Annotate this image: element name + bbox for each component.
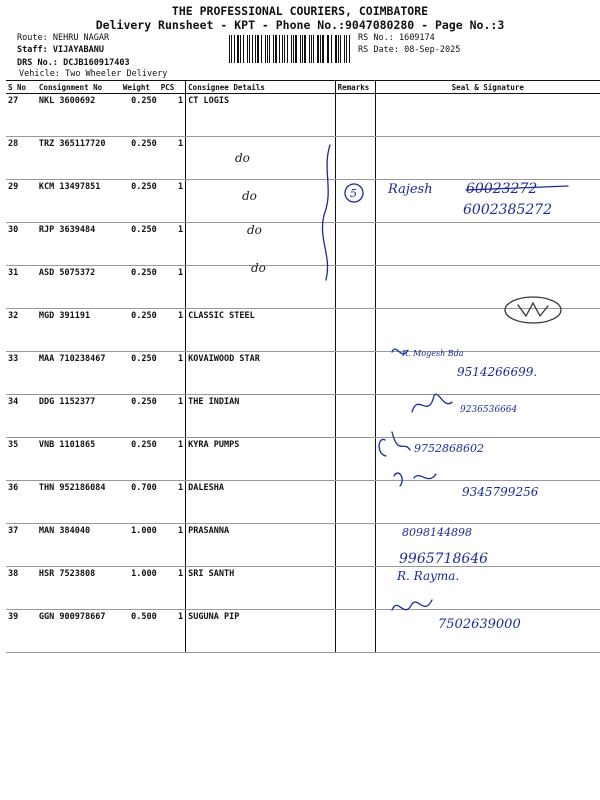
consignment-cell: VNB 1101865 xyxy=(37,438,121,481)
sno-cell: 31 xyxy=(6,266,37,309)
consignment-cell: THN 952186084 xyxy=(37,481,121,524)
remarks-number: 5 xyxy=(350,187,357,200)
route-line xyxy=(17,33,109,43)
table-row xyxy=(6,395,600,438)
barcode-bar xyxy=(302,35,303,63)
table-row xyxy=(6,309,600,352)
sno-cell: 39 xyxy=(6,610,37,653)
table-row xyxy=(6,524,600,567)
consignee-cell: DALESHA xyxy=(186,481,335,524)
pcs-cell: 1 xyxy=(159,610,186,653)
consignee-cell: CLASSIC STEEL xyxy=(186,309,335,352)
seal-cell xyxy=(375,309,600,352)
row29-struck-phone: 60023272 xyxy=(466,181,538,197)
barcode-bar xyxy=(237,35,239,63)
seal-cell xyxy=(375,610,600,653)
consignee-cell: THE INDIAN xyxy=(186,395,335,438)
consignment-cell: NKL 3600692 xyxy=(37,94,121,137)
consignee-cell: KOVAIWOOD STAR xyxy=(186,352,335,395)
sno-cell: 30 xyxy=(6,223,37,266)
barcode-bar xyxy=(322,35,323,63)
rs-date-value: 08-Sep-2025 xyxy=(404,45,461,55)
barcode-bar xyxy=(269,35,270,63)
barcode-bar xyxy=(349,35,350,63)
weight-cell: 1.000 xyxy=(121,567,159,610)
table-row xyxy=(6,137,600,180)
drs-value: DCJB160917403 xyxy=(63,58,130,68)
route-value: NEHRU NAGAR xyxy=(52,33,110,43)
drs-label: DRS No.: xyxy=(17,58,58,68)
weight-cell: 0.250 xyxy=(121,223,159,266)
barcode-bar xyxy=(293,35,294,63)
seal-cell xyxy=(375,438,600,481)
pcs-cell: 1 xyxy=(159,438,186,481)
barcode-bar xyxy=(287,35,288,63)
barcode-bar xyxy=(261,35,262,63)
remarks-cell xyxy=(335,180,375,223)
col-sno: S No xyxy=(6,81,37,94)
weight-cell: 0.250 xyxy=(121,438,159,481)
remarks-cell xyxy=(335,223,375,266)
table-header-row xyxy=(6,81,600,94)
pcs-cell: 1 xyxy=(159,137,186,180)
rs-no-line xyxy=(358,33,435,43)
barcode-bar xyxy=(243,35,244,63)
sno-cell: 37 xyxy=(6,524,37,567)
barcode-bar xyxy=(249,35,250,63)
seal-cell xyxy=(375,524,600,567)
row33-phone: 9514266699. xyxy=(457,365,538,379)
barcode-bar xyxy=(229,35,230,63)
row36-phone: 9345799256 xyxy=(462,485,539,499)
barcode-bar xyxy=(344,35,345,63)
sno-cell: 27 xyxy=(6,94,37,137)
consignee-cell: KYRA PUMPS xyxy=(186,438,335,481)
staff-line xyxy=(17,45,104,55)
sno-cell: 34 xyxy=(6,395,37,438)
table-row xyxy=(6,567,600,610)
ditto-29: do xyxy=(242,189,257,203)
col-consignee: Consignee Details xyxy=(186,81,335,94)
table-row xyxy=(6,266,600,309)
barcode-bar xyxy=(340,35,341,63)
consignment-cell: MAA 710238467 xyxy=(37,352,121,395)
remarks-cell xyxy=(335,438,375,481)
remarks-cell xyxy=(335,266,375,309)
pcs-cell: 1 xyxy=(159,567,186,610)
barcode-bar xyxy=(284,35,285,63)
pcs-cell: 1 xyxy=(159,94,186,137)
consignee-cell: SRI SANTH xyxy=(186,567,335,610)
row39-phone: 7502639000 xyxy=(438,617,521,632)
table-row xyxy=(6,481,600,524)
vehicle-line xyxy=(19,69,167,79)
consignee-cell: SUGUNA PIP xyxy=(186,610,335,653)
col-pcs: PCS xyxy=(159,81,186,94)
weight-cell: 0.700 xyxy=(121,481,159,524)
barcode-bar xyxy=(346,35,347,63)
rs-no-value: 1609174 xyxy=(398,33,435,43)
seal-cell xyxy=(375,481,600,524)
remarks-cell xyxy=(335,395,375,438)
row38-phone: 9965718646 xyxy=(399,551,489,567)
barcode-bar xyxy=(300,35,301,63)
weight-cell: 0.500 xyxy=(121,610,159,653)
weight-cell: 0.250 xyxy=(121,266,159,309)
rs-no-label: RS No.: xyxy=(358,33,394,43)
consignment-cell: RJP 3639484 xyxy=(37,223,121,266)
seal-cell xyxy=(375,395,600,438)
weight-cell: 0.250 xyxy=(121,180,159,223)
rs-date-label: RS Date: xyxy=(358,45,399,55)
remarks-cell xyxy=(335,137,375,180)
remarks-cell xyxy=(335,610,375,653)
sno-cell: 36 xyxy=(6,481,37,524)
pcs-cell: 1 xyxy=(159,223,186,266)
barcode-bar xyxy=(338,35,339,63)
barcode-bar xyxy=(304,35,305,63)
col-remarks: Remarks xyxy=(335,81,375,94)
consignment-cell: DDG 1152377 xyxy=(37,395,121,438)
table-row xyxy=(6,223,600,266)
barcode-bar xyxy=(328,35,329,63)
barcode-bar xyxy=(279,35,280,63)
row34-phone: 9236536664 xyxy=(460,405,518,415)
sno-cell: 29 xyxy=(6,180,37,223)
row29-phone: 6002385272 xyxy=(463,202,553,218)
consignee-cell: CT LOGIS xyxy=(186,94,335,137)
seal-cell xyxy=(375,352,600,395)
remarks-cell xyxy=(335,309,375,352)
consignment-cell: MGD 391191 xyxy=(37,309,121,352)
weight-cell: 0.250 xyxy=(121,94,159,137)
barcode-bar xyxy=(252,35,253,63)
staff-label: Staff: xyxy=(17,45,48,55)
barcode-bar xyxy=(265,35,266,63)
barcode-bar xyxy=(313,35,314,63)
runsheet-barcode xyxy=(229,35,353,63)
pcs-cell: 1 xyxy=(159,481,186,524)
ditto-31: do xyxy=(251,261,266,275)
consignee-cell xyxy=(186,137,335,180)
consignment-cell: HSR 7523808 xyxy=(37,567,121,610)
weight-cell: 0.250 xyxy=(121,137,159,180)
barcode-bar xyxy=(231,35,232,63)
pcs-cell: 1 xyxy=(159,395,186,438)
col-seal: Seal & Signature xyxy=(375,81,600,94)
pcs-cell: 1 xyxy=(159,309,186,352)
table-row xyxy=(6,438,600,481)
remarks-cell xyxy=(335,524,375,567)
row29-name: Rajesh xyxy=(388,182,433,197)
barcode-bar xyxy=(309,35,310,63)
barcode-bar xyxy=(295,35,297,63)
rs-date-line xyxy=(358,45,460,55)
pcs-cell: 1 xyxy=(159,524,186,567)
ditto-28: do xyxy=(235,151,250,165)
consignment-cell: MAN 384040 xyxy=(37,524,121,567)
barcode-bar xyxy=(255,35,256,63)
barcode-bar xyxy=(275,35,277,63)
runsheet-subtitle: Delivery Runsheet - KPT - Phone No.:9047080280 - Page No.:3 xyxy=(95,18,505,32)
remarks-cell xyxy=(335,567,375,610)
seal-cell xyxy=(375,94,600,137)
weight-cell: 0.250 xyxy=(121,309,159,352)
sno-cell: 32 xyxy=(6,309,37,352)
runsheet-table xyxy=(6,80,600,653)
seal-cell xyxy=(375,567,600,610)
barcode-bar xyxy=(335,35,337,63)
barcode-bar xyxy=(273,35,274,63)
seal-cell xyxy=(375,266,600,309)
weight-cell: 0.250 xyxy=(121,352,159,395)
seal-cell xyxy=(375,223,600,266)
col-weight: Weight xyxy=(121,81,159,94)
table-row xyxy=(6,610,600,653)
barcode-bar xyxy=(267,35,268,63)
barcode-bar xyxy=(247,35,248,63)
consignment-cell: KCM 13497851 xyxy=(37,180,121,223)
weight-cell: 1.000 xyxy=(121,524,159,567)
consignee-cell xyxy=(186,223,335,266)
consignment-cell: TRZ 365117720 xyxy=(37,137,121,180)
sno-cell: 28 xyxy=(6,137,37,180)
row37-phone: 8098144898 xyxy=(402,526,472,539)
col-consignment: Consignment No xyxy=(37,81,121,94)
pcs-cell: 1 xyxy=(159,266,186,309)
barcode-bar xyxy=(320,35,321,63)
barcode-bar xyxy=(234,35,235,63)
sno-cell: 35 xyxy=(6,438,37,481)
pcs-cell: 1 xyxy=(159,352,186,395)
remarks-cell xyxy=(335,352,375,395)
drs-line xyxy=(17,58,130,68)
table-row xyxy=(6,352,600,395)
consignee-cell xyxy=(186,180,335,223)
barcode-bar xyxy=(257,35,259,63)
ditto-30: do xyxy=(247,223,262,237)
table-row xyxy=(6,94,600,137)
consignment-cell: ASD 5075372 xyxy=(37,266,121,309)
route-label: Route: xyxy=(17,33,48,43)
barcode-bar xyxy=(311,35,312,63)
table-row xyxy=(6,180,600,223)
weight-cell: 0.250 xyxy=(121,395,159,438)
company-title: THE PROFESSIONAL COURIERS, COIMBATORE xyxy=(171,4,429,18)
sno-cell: 33 xyxy=(6,352,37,395)
seal-cell xyxy=(375,137,600,180)
consignee-cell xyxy=(186,266,335,309)
barcode-bar xyxy=(317,35,319,63)
row33-name: R. Mogesh Bda xyxy=(402,349,464,358)
barcode-bar xyxy=(327,35,328,63)
vehicle-value: Two Wheeler Delivery xyxy=(65,69,168,79)
barcode-bar xyxy=(331,35,332,63)
barcode-bar xyxy=(282,35,283,63)
remarks-cell xyxy=(335,481,375,524)
staff-value: VIJAYABANU xyxy=(52,45,105,55)
pcs-cell: 1 xyxy=(159,180,186,223)
row35-phone: 9752868602 xyxy=(414,442,484,455)
barcode-bar xyxy=(291,35,292,63)
sno-cell: 38 xyxy=(6,567,37,610)
remarks-cell xyxy=(335,94,375,137)
barcode-bar xyxy=(240,35,241,63)
consignee-cell: PRASANNA xyxy=(186,524,335,567)
row38-name: R. Rayma. xyxy=(397,569,460,583)
consignment-cell: GGN 900978667 xyxy=(37,610,121,653)
vehicle-label: Vehicle: xyxy=(19,69,60,79)
seal-cell xyxy=(375,180,600,223)
